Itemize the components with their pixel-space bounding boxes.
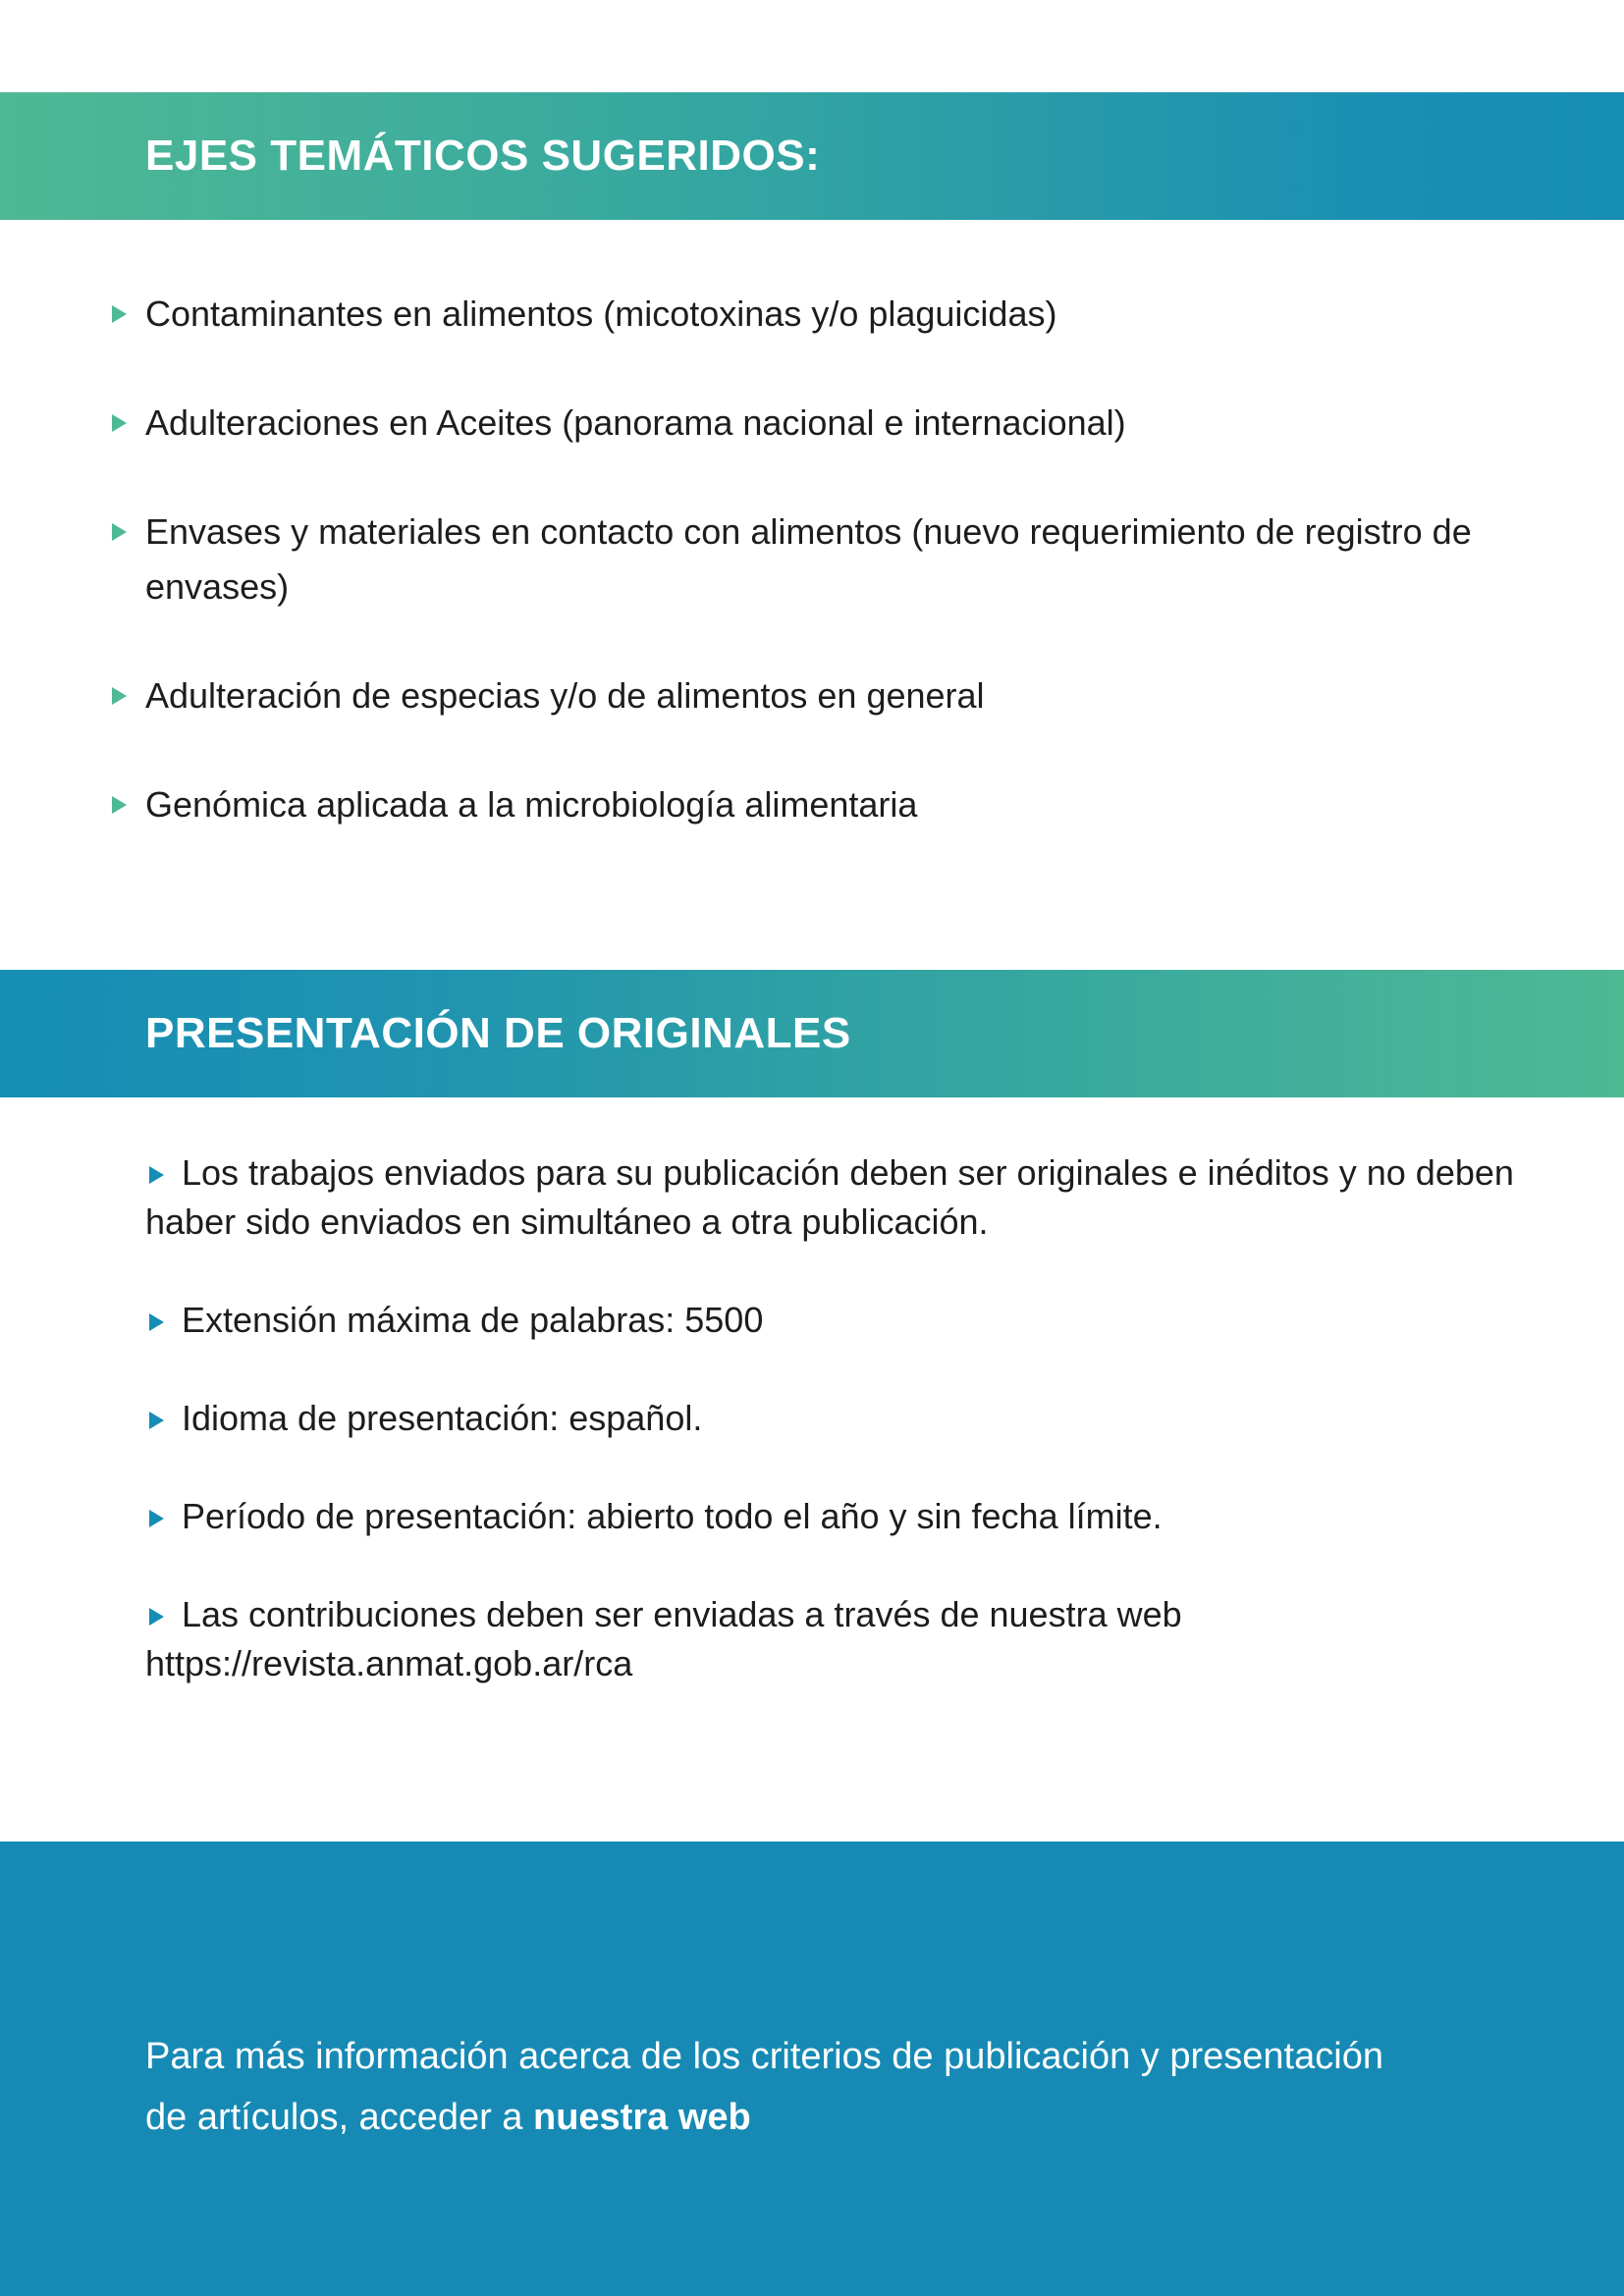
journal-url[interactable]: https://revista.anmat.gob.ar/rca xyxy=(145,1643,633,1683)
list-item xyxy=(110,396,1504,451)
triangle-bullet-icon xyxy=(149,1313,164,1331)
list-item xyxy=(145,1148,1520,1247)
footer-sentence: Para más información acerca de los criterios de publicación y presentación de artículos, acceder a xyxy=(145,2036,1383,2138)
triangle-bullet-icon xyxy=(149,1510,164,1527)
topic-text: Adulteración de especias y/o de alimentos en general xyxy=(145,675,985,716)
list-item xyxy=(145,1492,1520,1541)
triangle-bullet-icon xyxy=(149,1412,164,1429)
topic-text: Adulteraciones en Aceites (panorama nacional e internacional) xyxy=(145,402,1126,443)
topic-text: Contaminantes en alimentos (micotoxinas y/o plaguicidas) xyxy=(145,294,1057,334)
triangle-bullet-icon xyxy=(149,1166,164,1184)
list-item xyxy=(110,668,1504,723)
rule-text: Extensión máxima de palabras: 5500 xyxy=(182,1300,764,1340)
list-item xyxy=(110,287,1504,342)
list-item xyxy=(110,505,1504,614)
our-website-link[interactable]: nuestra web xyxy=(533,2097,751,2138)
submission-header-banner xyxy=(0,970,1624,1097)
topics-list xyxy=(110,287,1504,886)
rule-text: Los trabajos enviados para su publicación deben ser originales e inéditos y no deben haber sido enviados en simultáneo a otra publicación. xyxy=(145,1152,1514,1242)
rule-text: Período de presentación: abierto todo el año y sin fecha límite. xyxy=(182,1496,1163,1536)
triangle-bullet-icon xyxy=(149,1608,164,1626)
list-item xyxy=(145,1590,1520,1688)
footer-info-text xyxy=(145,2026,1422,2148)
submission-section-title: PRESENTACIÓN DE ORIGINALES xyxy=(145,1009,851,1057)
topics-section-title: EJES TEMÁTICOS SUGERIDOS: xyxy=(145,132,821,180)
triangle-bullet-icon xyxy=(112,414,127,432)
triangle-bullet-icon xyxy=(112,305,127,323)
rule-text: Las contribuciones deben ser enviadas a través de nuestra web xyxy=(182,1594,1182,1634)
rule-text: Idioma de presentación: español. xyxy=(182,1398,703,1438)
submission-rules-list xyxy=(145,1148,1520,1737)
topics-header-banner xyxy=(0,92,1624,220)
topic-text: Envases y materiales en contacto con alimentos (nuevo requerimiento de registro de envases) xyxy=(145,511,1472,607)
topic-text: Genómica aplicada a la microbiología alimentaria xyxy=(145,784,918,825)
triangle-bullet-icon xyxy=(112,796,127,814)
list-item xyxy=(110,777,1504,832)
list-item xyxy=(145,1296,1520,1345)
triangle-bullet-icon xyxy=(112,523,127,541)
triangle-bullet-icon xyxy=(112,687,127,705)
list-item xyxy=(145,1394,1520,1443)
